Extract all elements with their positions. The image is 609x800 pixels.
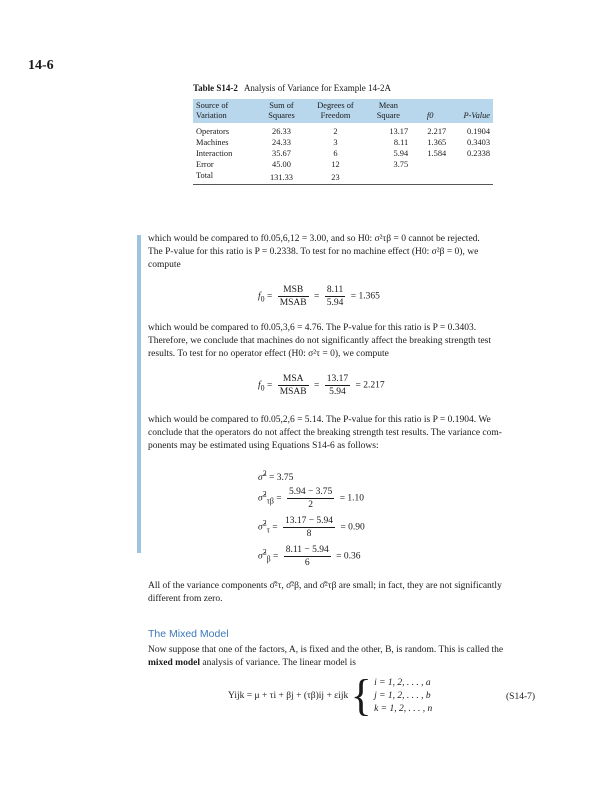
bold-term: mixed model	[148, 658, 200, 668]
index-range: j = 1, 2, . . . , b	[374, 690, 431, 701]
index-range: i = 1, 2, . . . , a	[374, 677, 431, 688]
cell-pvalue: 0.3403	[466, 138, 490, 147]
line: Therefore, we conclude that machines do not significantly affect the breaking strength test	[148, 336, 492, 346]
result: 3.75	[276, 473, 294, 484]
line: All of the variance components σ̂²τ, σ̂²β, and σ̂²τβ are small; in fact, they are not significantly	[148, 581, 502, 591]
frac-den: MSAB	[279, 298, 307, 308]
frac-num: MSA	[278, 373, 309, 386]
cell-f0	[411, 159, 449, 170]
estimate-sigma2-taubeta: σ̂$^2_{\tau\beta}$ = $\frac{5.94 - 3.75}{2}$ = 1.10	[258, 487, 365, 510]
cell-ms	[366, 170, 412, 185]
col-pvalue: P-Value	[463, 111, 490, 120]
cell-df: 3	[333, 138, 338, 147]
estimate-sigma2: σ̂$^2$ = 3.75	[258, 469, 294, 484]
cell-ss: 24.33	[272, 138, 291, 147]
cell-source: Total	[196, 171, 214, 180]
paragraph-1	[148, 233, 548, 272]
cell-source: Interaction	[196, 149, 233, 158]
result: 1.10	[347, 493, 365, 504]
cell-ss: 35.67	[272, 149, 291, 158]
estimate-sigma2-beta: σ̂$^2_\beta$ = $\frac{8.11 - 5.94}{6}$ = 0.36	[258, 545, 361, 568]
equation-f0-machines: $f_0$ = $\frac{\text{MSB}}{\text{MSAB}}$ = $\frac{8.11}{5.94}$ = 1.365	[258, 285, 380, 308]
frac-den: 5.94	[326, 298, 344, 308]
equation-f0-operators: $f_0$ = $\frac{\text{MSA}}{\text{MSAB}}$ = $\frac{13.17}{5.94}$ = 2.217	[258, 374, 385, 397]
table-row	[193, 123, 493, 137]
table-row	[193, 170, 493, 185]
cell-ms: 8.11	[393, 138, 409, 147]
frac-num: 8.11 − 5.94	[285, 545, 329, 555]
cell-df: 12	[331, 160, 340, 169]
col-ss: Sum of Squares	[268, 101, 295, 120]
cell-ss: 131.33	[269, 172, 293, 182]
line: compute	[148, 260, 181, 270]
cell-f0: 2.217	[427, 127, 447, 136]
cell-df: 2	[333, 127, 338, 136]
cell-pvalue: 0.1904	[466, 127, 490, 136]
line: which would be compared to f0.05,2,6 = 5.14. The P-value for this ratio is P = 0.1904. We	[148, 415, 491, 425]
table-row	[193, 159, 493, 170]
result: 0.36	[343, 551, 361, 562]
frac-num: MSB	[278, 284, 309, 297]
table-row	[193, 137, 493, 148]
table-caption	[193, 83, 391, 93]
index-ranges	[374, 677, 432, 716]
page-number: 14-6	[28, 58, 54, 73]
frac-den: 2	[308, 500, 313, 510]
line	[148, 657, 548, 670]
result: 0.90	[348, 522, 365, 533]
left-brace: {	[350, 671, 372, 720]
cell-ss: 26.33	[272, 127, 291, 136]
cell-ms: 3.75	[393, 160, 409, 169]
frac-num: 5.94 − 3.75	[288, 487, 333, 497]
paragraph-5	[148, 644, 548, 670]
cell-source: Error	[196, 160, 214, 169]
paragraph-4	[148, 580, 548, 606]
frac-num: 13.17	[326, 374, 349, 384]
col-source: Source of Variation	[196, 101, 229, 120]
frac-den: 6	[304, 558, 310, 568]
frac-num: 13.17 − 5.94	[284, 516, 334, 526]
col-ms: Mean Square	[376, 101, 401, 120]
cell-ms: 13.17	[389, 127, 409, 136]
paragraph-3	[148, 414, 548, 453]
cell-pvalue: 0.2338	[466, 149, 490, 158]
equation-number: (S14-7)	[506, 692, 536, 702]
table-title: Analysis of Variance for Example 14-2A	[243, 83, 391, 93]
section-heading: The Mixed Model	[148, 628, 229, 640]
frac-den: 5.94	[329, 387, 346, 397]
line: which would be compared to f0.05,3,6 = 4.76. The P-value for this ratio is P = 0.3403.	[148, 323, 477, 333]
line: ponents may be estimated using Equations S14-6 as follows:	[148, 441, 379, 451]
col-f0: f0	[426, 111, 434, 120]
frac-den: MSAB	[279, 387, 307, 397]
frac-num: 8.11	[325, 284, 346, 297]
cell-f0: 1.365	[427, 138, 447, 147]
frac-den: 8	[306, 529, 312, 539]
line: The P-value for this ratio is P = 0.2338. To test for no machine effect (H0: σ²β = 0), we	[148, 247, 479, 257]
anova-table	[193, 99, 493, 185]
paragraph-2	[148, 322, 548, 361]
line: results. To test for no operator effect (H0: σ²τ = 0), we compute	[148, 349, 389, 359]
mixed-model-equation	[228, 671, 433, 720]
line: which would be compared to f0.05,6,12 = 3.00, and so H0: σ²τβ = 0 cannot be rejected.	[148, 234, 480, 244]
cell-pvalue	[449, 170, 493, 185]
table-header-row	[193, 99, 493, 123]
index-range: k = 1, 2, . . . , n	[374, 703, 433, 714]
col-df: Degrees of Freedom	[317, 101, 354, 120]
cell-ss: 45.00	[272, 160, 291, 169]
cell-source: Operators	[196, 127, 230, 136]
cell-f0	[411, 170, 449, 185]
cell-source: Machines	[196, 138, 229, 147]
line: different from zero.	[148, 594, 223, 604]
line: conclude that the operators do not affect the breaking strength test results. The variance com-	[148, 428, 502, 438]
table-label: Table S14-2	[193, 83, 238, 93]
line: Now suppose that one of the factors, A, is fixed and the other, B, is random. This is called the	[148, 645, 504, 655]
cell-df: 6	[333, 149, 338, 158]
cell-f0: 1.584	[427, 149, 447, 158]
result: 2.217	[363, 380, 385, 391]
cell-pvalue	[449, 159, 493, 170]
margin-highlight-bar	[137, 235, 141, 553]
table-row	[193, 148, 493, 159]
model-lhs: Yijk = μ + τi + βj + (τβ)ij + εijk	[228, 691, 349, 701]
estimate-sigma2-tau: σ̂$^2_\tau$ = $\frac{13.17 - 5.94}{8}$ = 0.90	[258, 516, 365, 539]
line-rest: analysis of variance. The linear model is	[199, 658, 356, 668]
result: 1.365	[358, 291, 380, 302]
cell-df: 23	[331, 172, 340, 182]
cell-ms: 5.94	[393, 149, 409, 158]
